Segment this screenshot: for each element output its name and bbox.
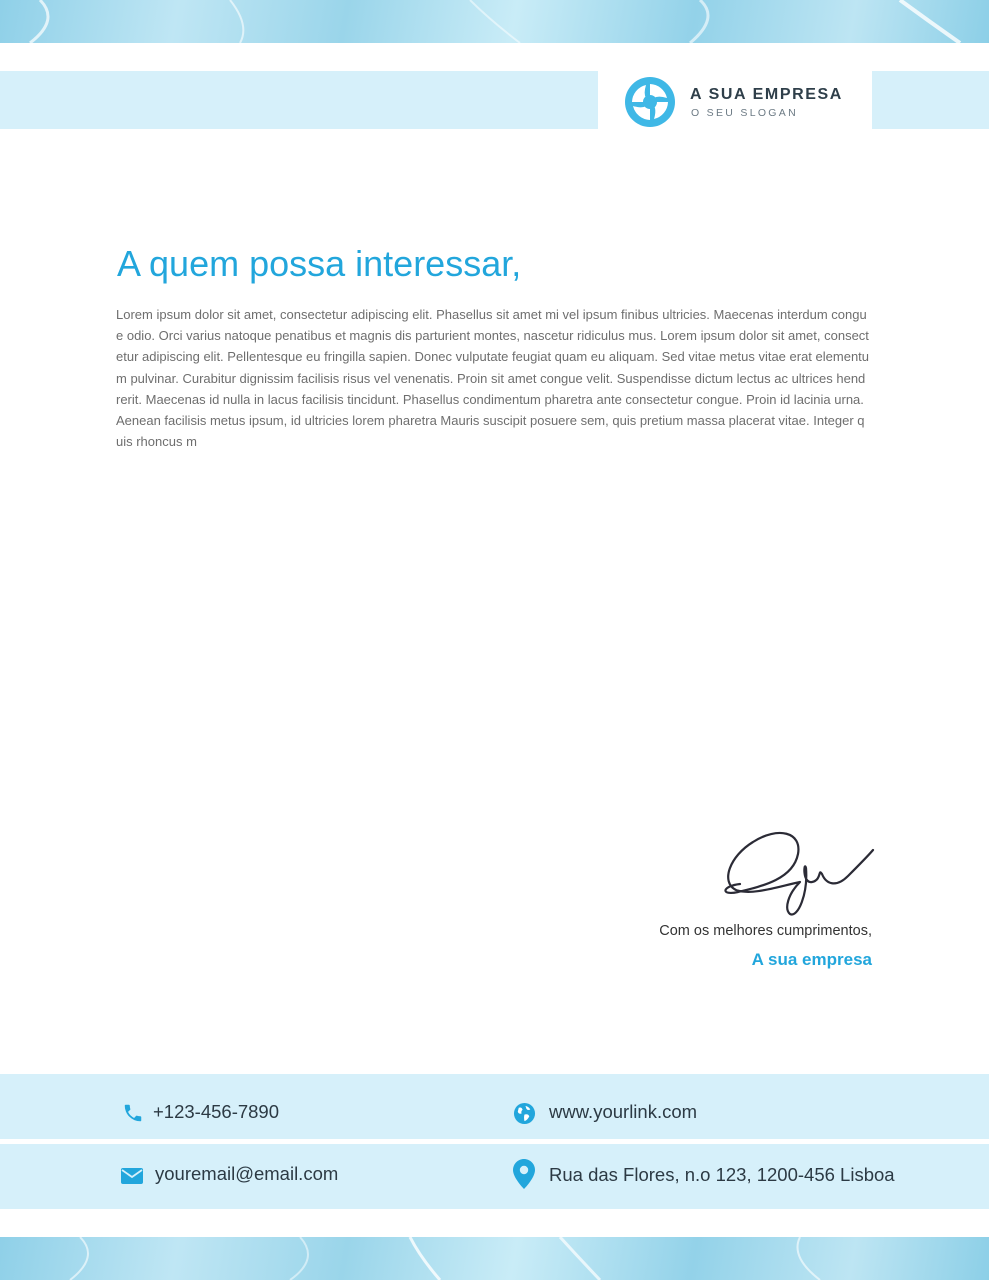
globe-icon (513, 1102, 536, 1130)
letter-signer: A sua empresa (751, 950, 872, 969)
handwritten-signature (718, 824, 878, 924)
swirl-logo-icon (624, 76, 676, 133)
location-pin-icon (513, 1159, 535, 1194)
contact-row-1 (0, 1074, 989, 1139)
contact-phone: +123-456-7890 (153, 1101, 280, 1122)
top-decorative-band (0, 0, 989, 43)
company-name: A SUA EMPRESA (690, 86, 843, 103)
contact-website[interactable]: www.yourlink.com (549, 1101, 698, 1122)
contact-email[interactable]: youremail@email.com (155, 1163, 339, 1184)
phone-icon (121, 1102, 145, 1129)
letter-closing: Com os melhores cumprimentos, (659, 923, 872, 939)
bottom-decorative-band (0, 1237, 989, 1280)
company-slogan: O SEU SLOGAN (691, 107, 798, 119)
contact-row-2 (0, 1144, 989, 1209)
letter-greeting: A quem possa interessar, (117, 243, 522, 284)
email-icon (121, 1168, 143, 1189)
logo-box (598, 71, 872, 129)
contact-address: Rua das Flores, n.o 123, 1200-456 Lisboa (549, 1164, 895, 1185)
letter-body: Lorem ipsum dolor sit amet, consectetur adipiscing elit. Phasellus sit amet mi vel ipsum finibus ultricies. Maecenas interdum congue odio. Orci varius natoque penatibus et magnis dis parturient montes, nascetur ridiculus mus. Lorem ipsum dolor sit amet, consectetur adipiscing elit. Pellentesque eu fringilla sapien. Donec vulputate feugiat quam eu aliquam. Sed vitae metus vitae erat elementum pulvinar. Curabitur dignissim facilisis risus vel venenatis. Proin sit amet congue velit. Suspendisse dictum lectus ac ultrices hendrerit. Maecenas id nulla in lacus facilisis tincidunt. Phasellus condimentum pharetra ante consectetur congue. Proin id lacinia urna. Aenean facilisis metus ipsum, id ultricies lorem pharetra Mauris suscipit posuere sem, quis pretium massa placerat vitae. Integer quis rhoncus m (116, 307, 870, 450)
